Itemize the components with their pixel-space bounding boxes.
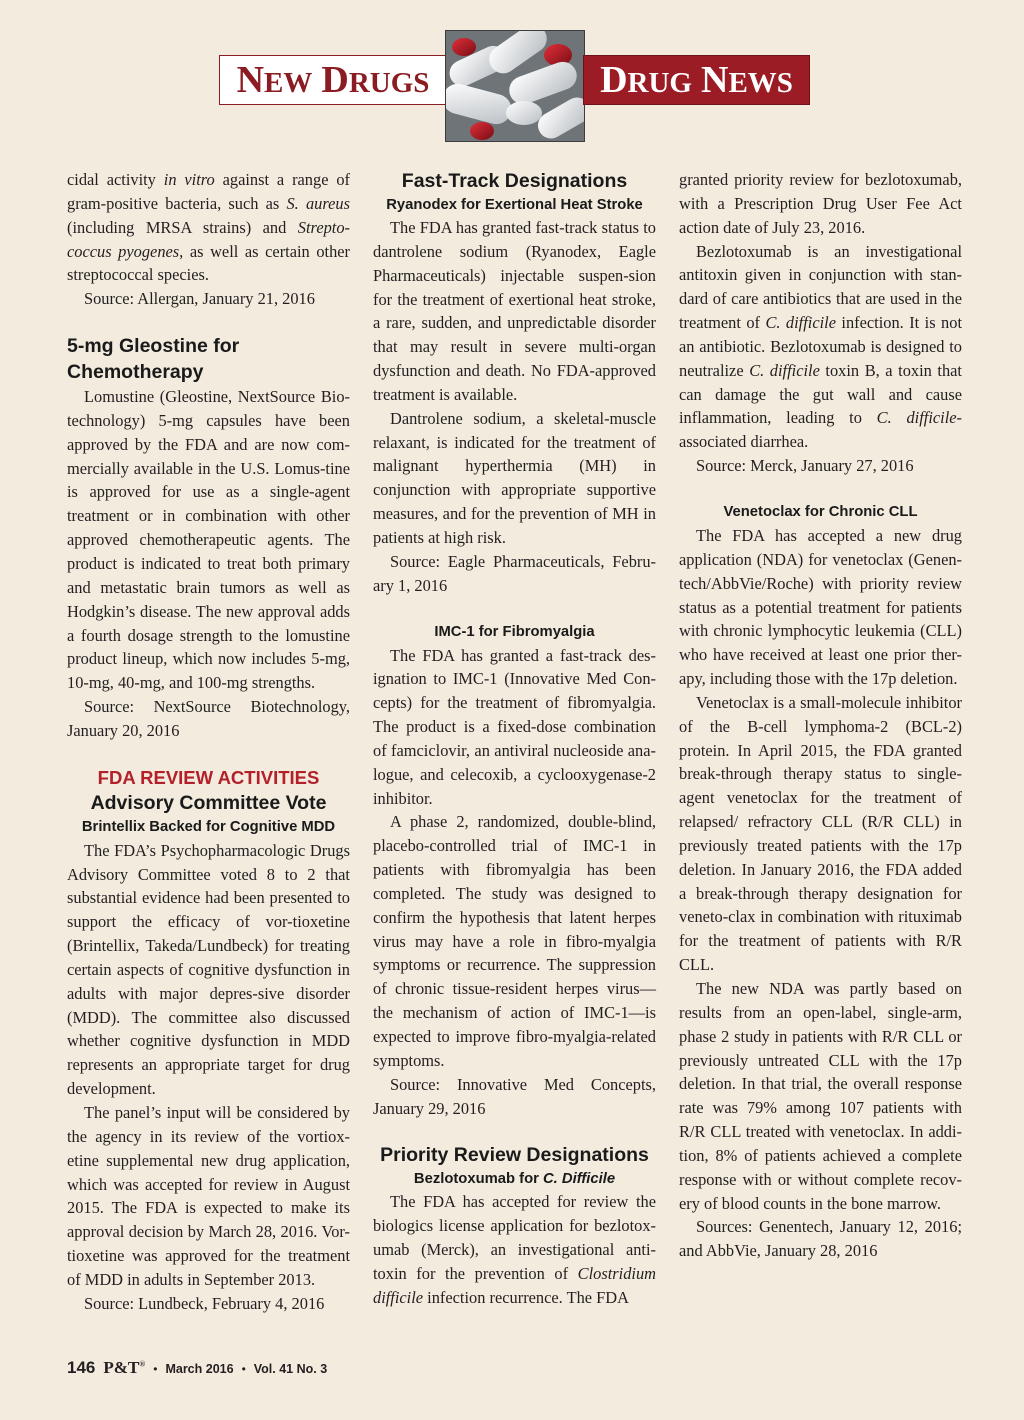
issue-month: March 2016: [165, 1362, 234, 1376]
text-run-italic: C. Difficile: [542, 1171, 616, 1188]
source-genentech-abbvie: Sources: Genentech, January 12, 2016; and AbbVie, January 28, 2016: [679, 1217, 962, 1261]
pills-illustration: [446, 31, 584, 141]
new-drugs-label: NEW DRUGS: [236, 59, 430, 101]
venetoclax-paragraph-3: The new NDA was partly based on results from an open-label, single-arm, phase 2 study in patients with R/R CLL or previously untreated CLL with the 17p deletion. In that trial, the overall response rate was 79% among 107 patients with R/R CLL treated with venetoclax. In addi-tion, 8% of patients achieved a complete response with or without complete recov-ery of blood counts in the bone marrow.: [679, 979, 962, 1213]
gleostine-paragraph: Lomustine (Gleostine, NextSource Bio-technology) 5-mg capsules have been approved by the FDA and are now com-mercially available in the U.S. Lomus-tine is approved for use as a single-agent treatment or in combination with other approved chemotherapeutic agents. The product is indicated to treat both primary and metastatic brain tumors as well as Hodgkin’s disease. The new approval adds a fourth dosage strength to the lomustine product lineup, which now includes 5-mg, 10-mg, 40-mg, and 100-mg strengths.: [67, 387, 350, 693]
heading-brintellix: Brintellix Backed for Cognitive MDD: [81, 818, 336, 835]
source-eagle: Source: Eagle Pharmaceuticals, Febru-ary 1, 2016: [373, 551, 656, 595]
journal-title: P&T: [103, 1358, 140, 1377]
heading-fda-review: FDA REVIEW ACTIVITIES: [97, 766, 320, 788]
bezlotoxumab-paragraph-2: [679, 240, 962, 455]
separator-dot: •: [153, 1362, 158, 1376]
text-run: infection recurrence. The FDA: [423, 1287, 629, 1307]
venetoclax-paragraph-2: Venetoclax is a small-molecule inhibitor of the B-cell lymphoma-2 (BCL-2) protein. In April 2015, the FDA granted break-through therapy status to single-agent venetoclax for the treatment of relapsed/ refractory CLL (R/R CLL) in previously treated patients with the 17p deletion. In January 2016, the FDA added a break-through therapy designation for veneto-clax in combination with rituximab for the treatment of patients with R/R CLL.: [679, 692, 962, 975]
imc1-paragraph-2: A phase 2, randomized, double-blind, placebo-controlled trial of IMC-1 in patients with fibromyalgia has been completed. The study was designed to confirm the hypothesis that latent herpes virus may have a role in fibro-myalgia symptoms or recurrence. The suppression of chronic tissue-resident herpes virus—the mechanism of action of IMC-1—is expected to improve fibro-myalgia-related symptoms.: [373, 812, 656, 1070]
column-2: [373, 168, 656, 1310]
text-run-italic: C. difficile-: [876, 408, 962, 428]
brintellix-paragraph-1: The FDA’s Psychopharmacologic Drugs Advisory Committee voted 8 to 2 that substantial evidence had been presented to support the efficacy of vor-tioxetine (Brintellix, Takeda/Lundbeck) for treating certain aspects of cognitive dysfunction in adults with major depres-sive disorder (MDD). The committee also discussed whether cognitive dysfunction in MDD represents an appropriate target for drug development.: [67, 840, 350, 1099]
intro-paragraph: [67, 168, 350, 287]
text-run: toxin B, a toxin that can damage the gut wall and cause inflammation, leading to: [679, 360, 962, 428]
ryanodex-paragraph-2: Dantrolene sodium, a skeletal-muscle relaxant, is indicated for the treatment of malignant hyperthermia (MH) in conjunction with appropriate supportive measures, and for the prevention of MH in patients at high risk.: [373, 408, 656, 547]
column-3: [679, 168, 962, 1263]
heading-imc1: IMC-1 for Fibromyalgia: [434, 623, 595, 640]
source-allergan: Source: Allergan, January 21, 2016: [84, 289, 315, 309]
page-footer: [67, 1358, 327, 1378]
brintellix-paragraph-2: The panel’s input will be considered by the agency in its review of the vortiox-etine supplemental new drug application, which was accepted for review in August 2015. The FDA is expected to make its approval decision by March 28, 2016. Vor-tioxetine was approved for the treatment of MDD in adults in September 2013.: [67, 1103, 350, 1289]
registered-mark: ®: [139, 1359, 146, 1369]
ryanodex-paragraph-1: The FDA has granted fast-track status to dantrolene sodium (Ryanodex, Eagle Pharmaceuticals) injectable suspen-sion for the treatment of exertional heat stroke, a rare, sudden, and unpredictable disorder that may result in severe multi-organ dysfunction and death. No FDA-approved treatment is available.: [373, 218, 656, 404]
bezlotoxumab-continued: granted priority review for bezlotoxumab, with a Prescription Drug User Fee Act action date of July 23, 2016.: [679, 170, 962, 237]
text-run: as well as certain other streptococcal species.: [67, 241, 350, 285]
heading-bezlotoxumab: [373, 1168, 656, 1190]
text-run-italic: S. aureus: [286, 193, 350, 213]
text-run-italic: Clostridium difficile: [373, 1263, 656, 1307]
heading-gleostine: 5-mg Gleostine for Chemotherapy: [67, 335, 240, 384]
heading-fast-track: Fast-Track Designations: [401, 170, 628, 192]
new-drugs-banner: [219, 55, 447, 105]
text-run: against a range of gram-positive bacteria, such as: [67, 170, 350, 213]
source-innovative-med: Source: Innovative Med Concepts, January 29, 2016: [373, 1074, 656, 1118]
heading-advisory-vote: Advisory Committee Vote: [90, 791, 327, 814]
text-run-italic: in vitro: [163, 170, 215, 189]
heading-ryanodex: Ryanodex for Exertional Heat Stroke: [386, 197, 643, 213]
drug-news-label: DRUG NEWS: [600, 59, 793, 101]
text-run: Bezlotoxumab for: [413, 1171, 543, 1188]
text-run-italic: C. difficile: [765, 313, 836, 333]
text-run: cidal activity: [67, 170, 164, 189]
pills-photo: [445, 30, 585, 142]
text-run: associated diarrhea.: [679, 432, 809, 452]
text-run: infection. It is not an antibiotic. Bezlotoxumab is designed to neutralize: [679, 313, 962, 380]
page-banner: [0, 0, 1024, 150]
heading-priority-review: Priority Review Designations: [380, 1144, 649, 1167]
text-run-italic: C. difficile: [749, 360, 820, 380]
text-run: Bezlotoxumab is an investigational antitoxin given in conjunction with stan-dard of care antibiotics that are used in the treatment of: [679, 241, 962, 333]
text-run: (including MRSA strains) and: [67, 217, 298, 237]
source-merck: Source: Merck, January 27, 2016: [696, 456, 914, 476]
text-run-italic: Strepto-coccus pyogenes,: [67, 217, 350, 261]
venetoclax-paragraph-1: The FDA has accepted a new drug application (NDA) for venetoclax (Genen-tech/AbbVie/Roche) with priority review status as a potential treatment for patients with chronic lymphocytic leukemia (CLL) who have received at least one prior ther-apy, including those with the 17p deletion.: [679, 525, 962, 689]
source-nextsource: Source: NextSource Biotechnology, January 20, 2016: [67, 697, 350, 740]
bezlotoxumab-paragraph-1: [373, 1190, 656, 1309]
separator-dot: •: [241, 1362, 246, 1376]
text-run: The FDA has accepted for review the biologics license application for bezlotox-umab (Merck), an investigational anti-toxin for the prevention of: [373, 1192, 656, 1283]
heading-venetoclax: Venetoclax for Chronic CLL: [723, 503, 918, 520]
source-lundbeck: Source: Lundbeck, February 4, 2016: [84, 1293, 325, 1313]
column-1: [67, 168, 350, 1316]
issue-volume: Vol. 41 No. 3: [253, 1362, 328, 1376]
drug-news-banner: [583, 55, 810, 105]
journal-name: [103, 1358, 145, 1378]
page-number: 146: [67, 1358, 96, 1377]
imc1-paragraph-1: The FDA has granted a fast-track des-ignation to IMC-1 (Innovative Med Con-cepts) for the treatment of fibromyalgia. The product is a fixed-dose combination of famciclovir, an antiviral nucleoside ana-logue, and celecoxib, a cyclooxygenase-2 inhibitor.: [373, 645, 656, 808]
